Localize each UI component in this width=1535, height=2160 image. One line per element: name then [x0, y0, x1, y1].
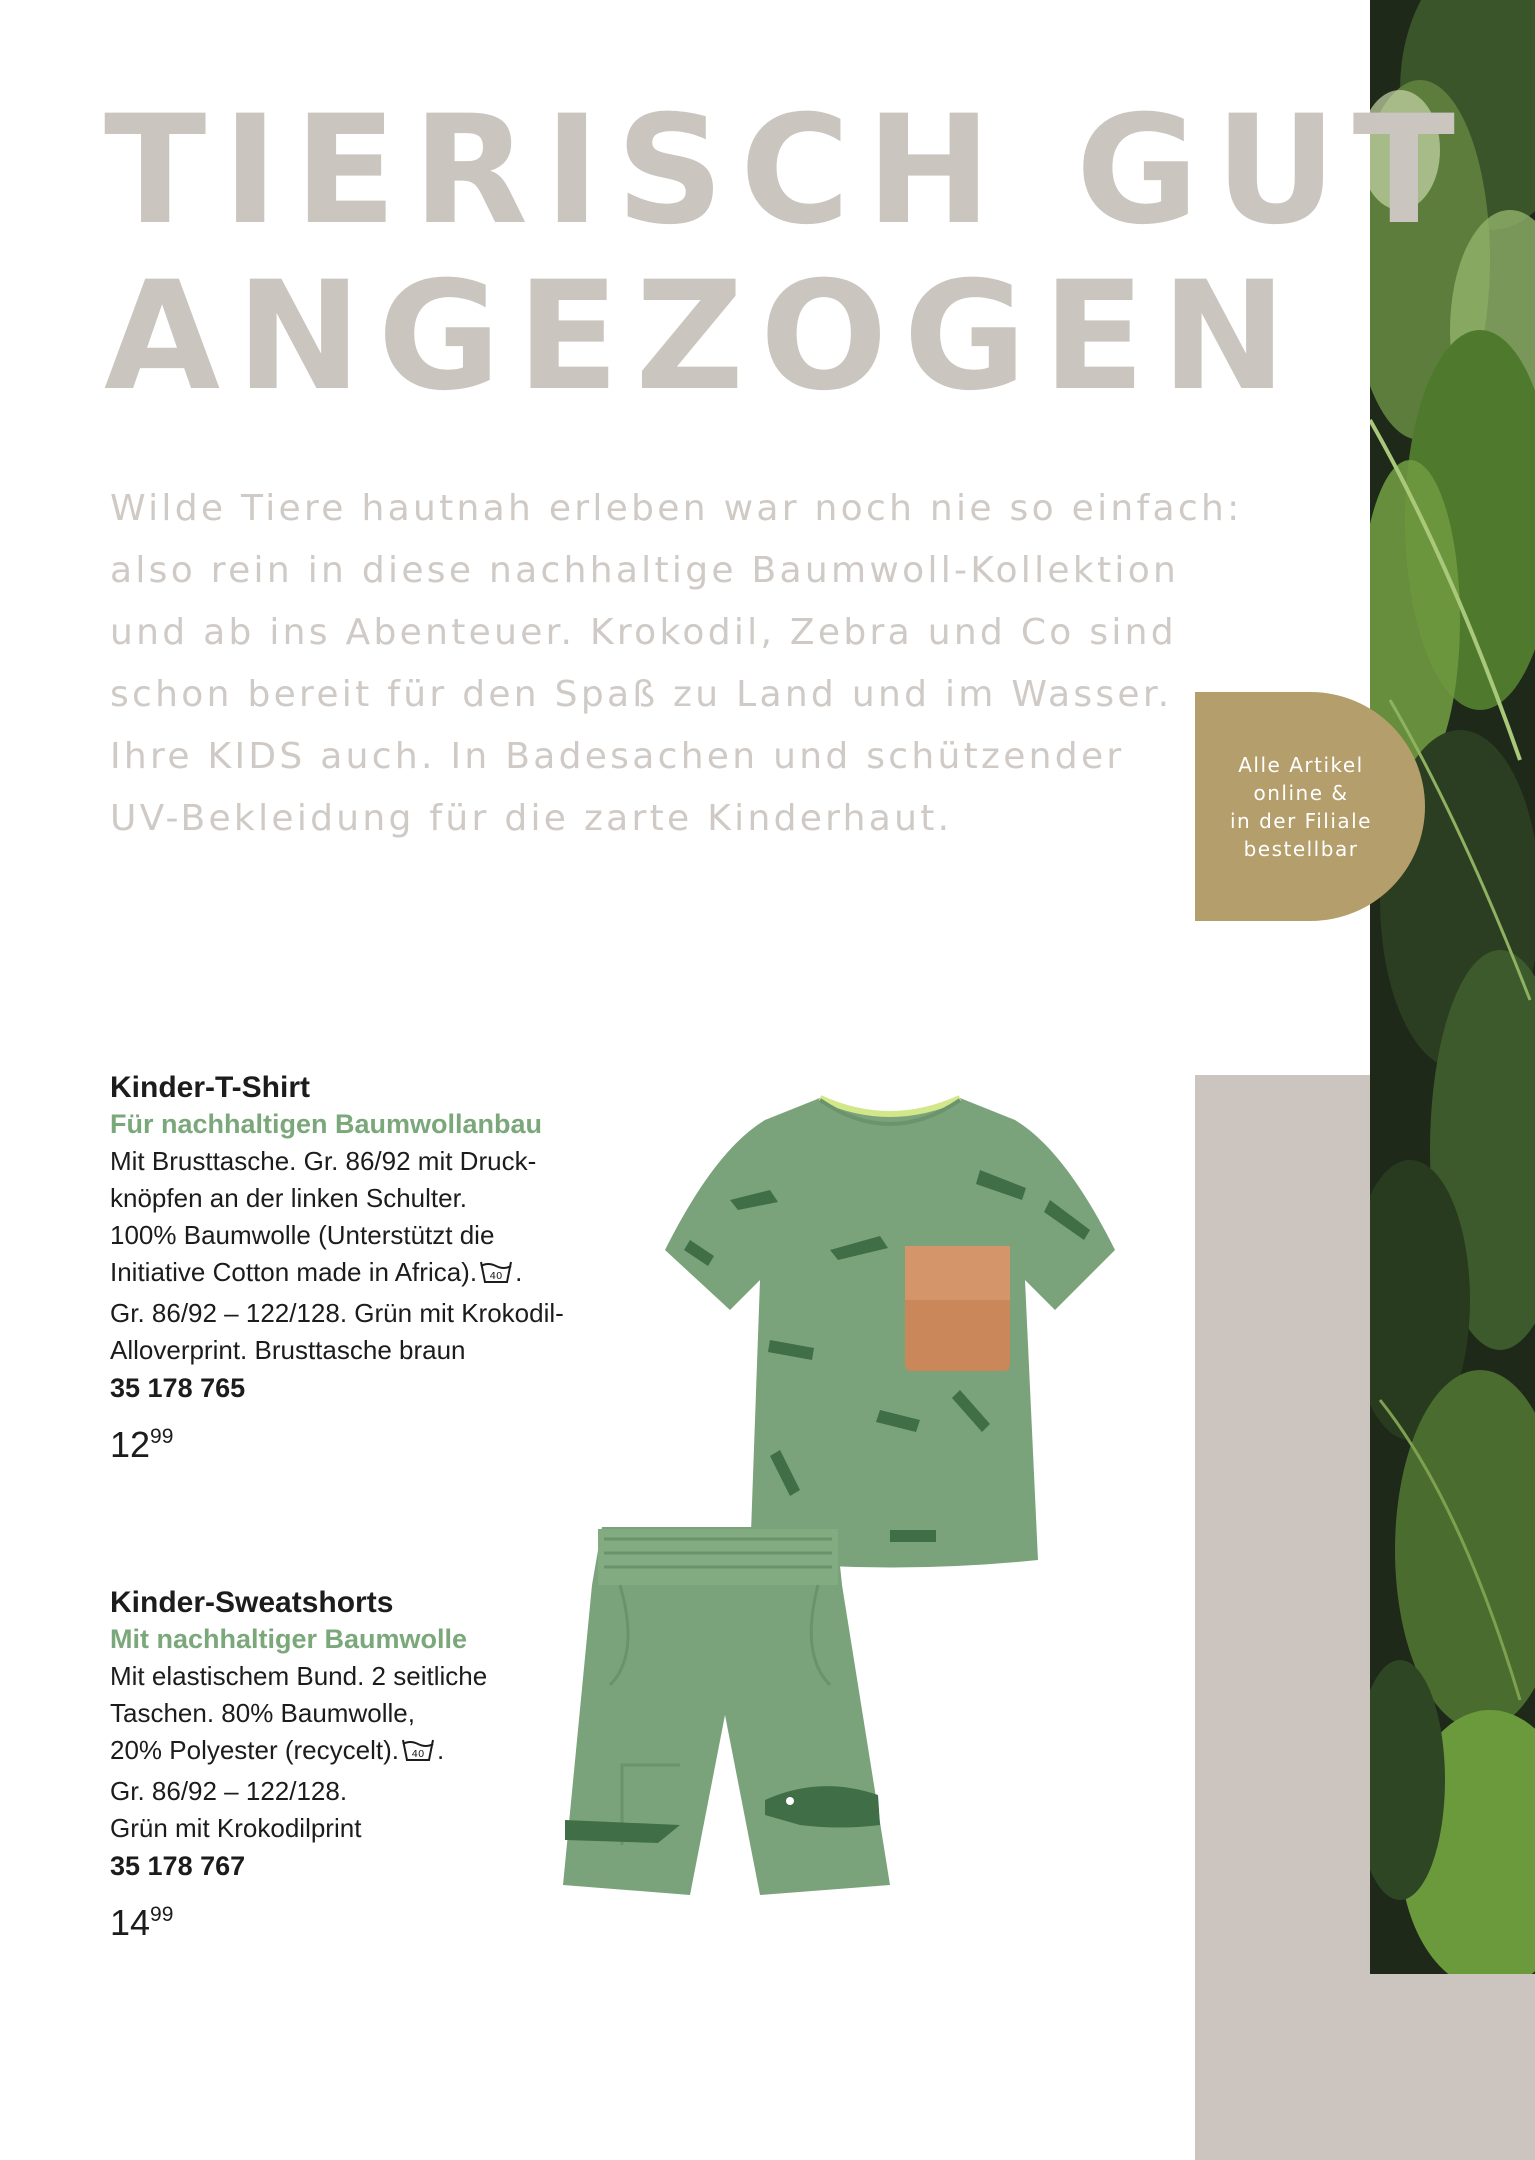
product-description-line: 20% Polyester (recycelt). 40 .	[110, 1732, 590, 1773]
product-price	[110, 1415, 590, 1467]
intro-line: Ihre KIDS auch. In Badesachen und schützender	[110, 736, 1125, 777]
product-description-text: 20% Polyester (recycelt).	[110, 1735, 399, 1765]
tshirt-image	[660, 1090, 1120, 1570]
intro-paragraph	[110, 478, 1243, 850]
product-description-text: Initiative Cotton made in Africa).	[110, 1257, 478, 1287]
product-description-line: 100% Baumwolle (Unterstützt die	[110, 1220, 495, 1250]
product-description-line: Taschen. 80% Baumwolle,	[110, 1698, 415, 1728]
product-description-line: Gr. 86/92 – 122/128.	[110, 1776, 348, 1806]
shorts-image	[560, 1525, 900, 1905]
product-sweatshorts	[110, 1584, 590, 1945]
wash-40-icon	[401, 1736, 435, 1773]
price-cents: 99	[150, 1425, 174, 1448]
wash-temperature: 40	[489, 1271, 503, 1282]
product-description-line: Grün mit Krokodilprint	[110, 1813, 362, 1843]
intro-line: also rein in diese nachhaltige Baumwoll-Kollektion	[110, 550, 1180, 591]
badge-line: in der Filiale	[1229, 808, 1372, 833]
product-name: Kinder-T-Shirt	[110, 1071, 310, 1104]
availability-badge-text	[1230, 751, 1372, 863]
page-headline	[104, 84, 1472, 424]
product-name: Kinder-Sweatshorts	[110, 1586, 394, 1619]
wash-40-icon	[479, 1258, 513, 1295]
wash-temperature: 40	[411, 1749, 425, 1760]
product-description-line: Initiative Cotton made in Africa). 40 .	[110, 1254, 590, 1295]
product-subtitle: Für nachhaltigen Baumwollanbau	[110, 1109, 543, 1139]
intro-line: schon bereit für den Spaß zu Land und im Wasser.	[110, 674, 1173, 715]
product-subtitle: Mit nachhaltiger Baumwolle	[110, 1624, 468, 1654]
headline-line-2: ANGEZOGEN	[104, 250, 1303, 424]
product-description-line: knöpfen an der linken Schulter.	[110, 1183, 468, 1213]
badge-line: bestellbar	[1243, 836, 1359, 861]
headline-line-1: TIERISCH GUT	[104, 84, 1472, 258]
intro-line: Wilde Tiere hautnah erleben war noch nie so einfach:	[110, 488, 1243, 529]
product-description-line: Alloverprint. Brusttasche braun	[110, 1335, 466, 1365]
price-cents: 99	[150, 1903, 174, 1926]
intro-line: UV-Bekleidung für die zarte Kinderhaut.	[110, 798, 953, 839]
product-description-line: Gr. 86/92 – 122/128. Grün mit Krokodil-	[110, 1298, 564, 1328]
availability-badge	[1195, 692, 1425, 921]
badge-line: online &	[1253, 780, 1349, 805]
product-price	[110, 1893, 590, 1945]
product-description-line: Mit Brusttasche. Gr. 86/92 mit Druck-	[110, 1146, 537, 1176]
price-main: 12	[110, 1424, 151, 1465]
article-number: 35 178 767	[110, 1851, 246, 1881]
price-main: 14	[110, 1902, 151, 1943]
intro-line: und ab ins Abenteuer. Krokodil, Zebra und Co sind	[110, 612, 1177, 653]
article-number: 35 178 765	[110, 1373, 246, 1403]
badge-line: Alle Artikel	[1238, 752, 1364, 777]
product-tshirt	[110, 1069, 590, 1467]
product-description-line: Mit elastischem Bund. 2 seitliche	[110, 1661, 488, 1691]
